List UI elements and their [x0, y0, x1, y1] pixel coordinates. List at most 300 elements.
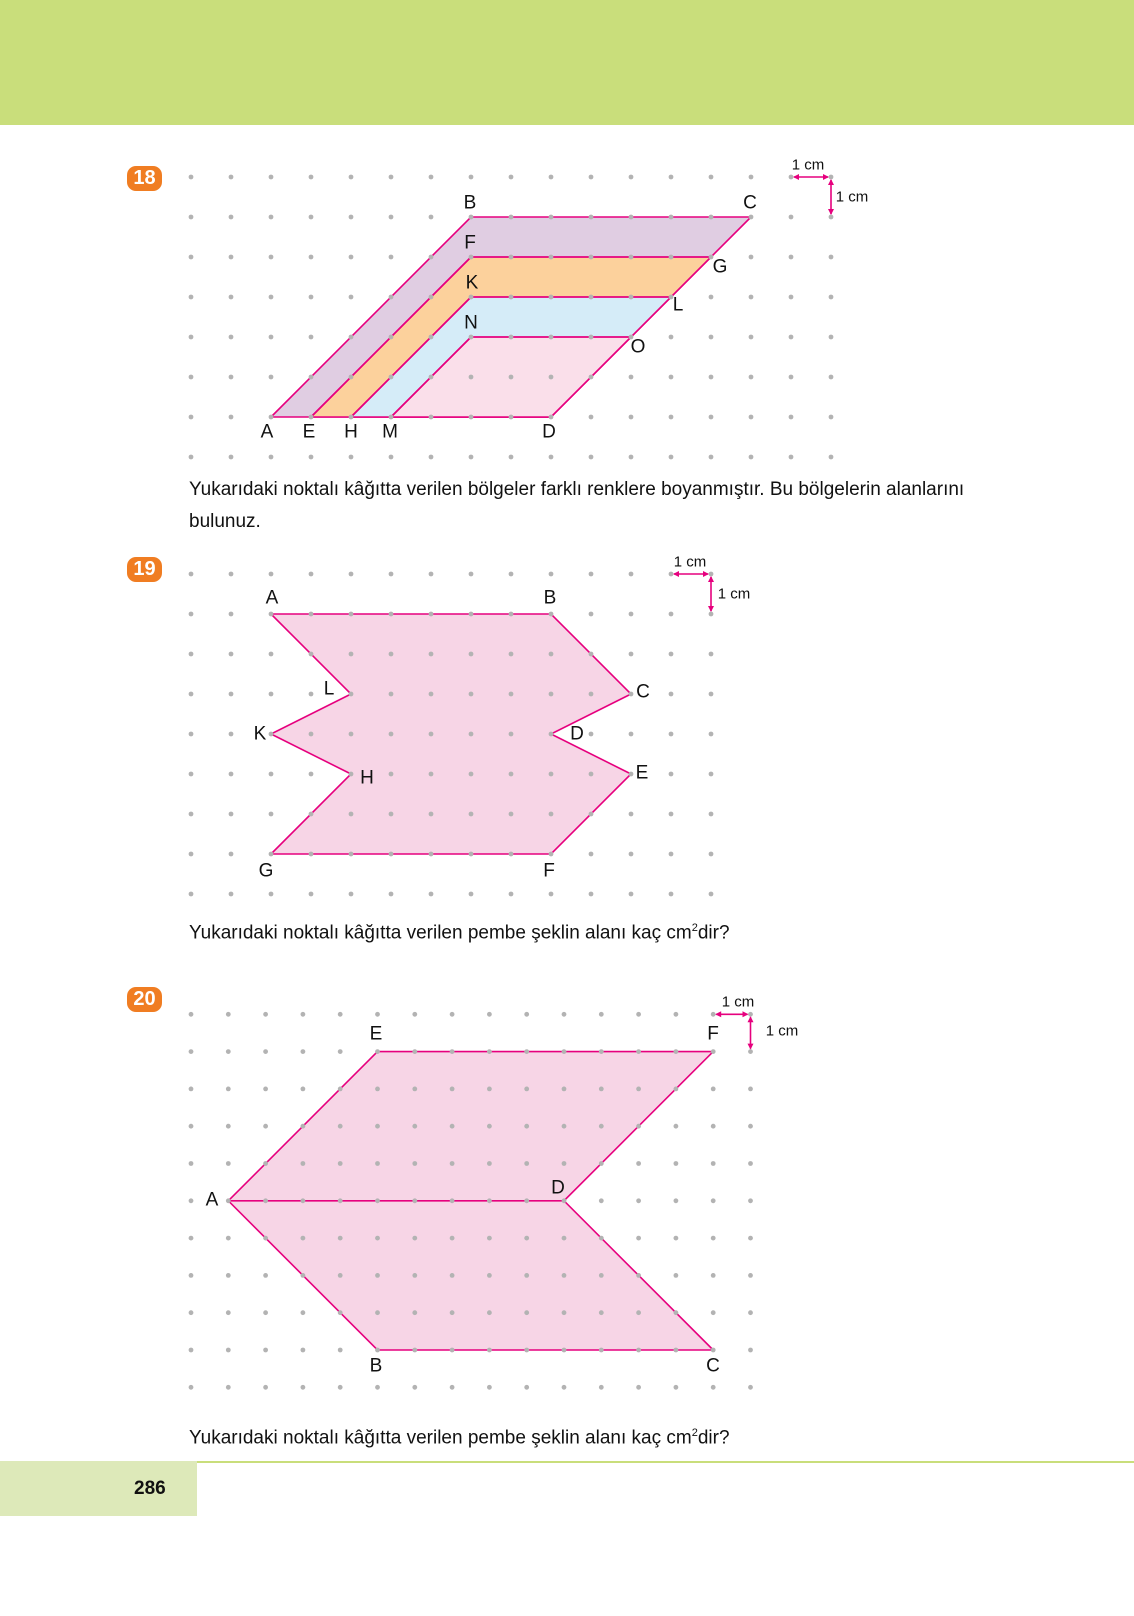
grid-dot — [269, 255, 274, 260]
grid-dot — [226, 1012, 231, 1017]
grid-dot — [789, 455, 794, 460]
grid-dot — [229, 612, 234, 617]
grid-dot — [269, 852, 274, 857]
grid-dot — [189, 772, 194, 777]
vertex-label-e: E — [369, 1023, 383, 1045]
grid-dot — [674, 1049, 679, 1054]
grid-dot — [629, 812, 634, 817]
grid-dot — [412, 1124, 417, 1129]
grid-dot — [309, 335, 314, 340]
grid-dot — [389, 612, 394, 617]
grid-dot — [789, 215, 794, 220]
grid-dot — [349, 335, 354, 340]
grid-dot — [469, 375, 474, 380]
vertex-label-f: F — [707, 1023, 719, 1045]
grid-dot — [562, 1124, 567, 1129]
vertex-label-d: D — [570, 723, 584, 745]
grid-dot — [389, 455, 394, 460]
grid-dot — [349, 892, 354, 897]
grid-dot — [749, 215, 754, 220]
grid-dot — [450, 1310, 455, 1315]
vertex-label-f: F — [464, 232, 476, 254]
grid-dot — [375, 1310, 380, 1315]
grid-dot — [309, 375, 314, 380]
grid-dot — [229, 572, 234, 577]
grid-dot — [309, 732, 314, 737]
grid-dot — [509, 572, 514, 577]
grid-dot — [549, 375, 554, 380]
page-number-box — [0, 1461, 197, 1516]
grid-dot — [636, 1087, 641, 1092]
grid-dot — [189, 415, 194, 420]
grid-dot — [338, 1124, 343, 1129]
grid-dot — [226, 1310, 231, 1315]
grid-dot — [349, 812, 354, 817]
grid-dot — [229, 255, 234, 260]
vertex-label-k: K — [465, 272, 479, 294]
grid-dot — [469, 415, 474, 420]
grid-dot — [487, 1236, 492, 1241]
grid-dot — [469, 692, 474, 697]
grid-dot — [349, 852, 354, 857]
grid-dot — [589, 772, 594, 777]
vertex-label-c: C — [743, 192, 757, 214]
problem-18-badge: 18 — [127, 166, 162, 191]
grid-dot — [629, 652, 634, 657]
grid-dot — [226, 1198, 231, 1203]
arrowhead-icon — [708, 606, 714, 612]
grid-dot — [709, 572, 714, 577]
grid-dot — [629, 415, 634, 420]
grid-dot — [629, 612, 634, 617]
vertex-label-f: F — [543, 860, 555, 882]
grid-dot — [629, 772, 634, 777]
grid-dot — [229, 455, 234, 460]
grid-dot — [389, 852, 394, 857]
grid-dot — [375, 1273, 380, 1278]
grid-dot — [309, 612, 314, 617]
grid-dot — [748, 1273, 753, 1278]
grid-dot — [389, 415, 394, 420]
grid-dot — [189, 612, 194, 617]
grid-dot — [524, 1348, 529, 1353]
grid-dot — [589, 295, 594, 300]
grid-dot — [629, 215, 634, 220]
grid-dot — [829, 295, 834, 300]
grid-dot — [709, 692, 714, 697]
grid-dot — [487, 1198, 492, 1203]
unit-label-vertical: 1 cm — [835, 188, 869, 206]
grid-dot — [599, 1049, 604, 1054]
grid-dot — [349, 415, 354, 420]
grid-dot — [549, 812, 554, 817]
grid-dot — [189, 175, 194, 180]
grid-dot — [487, 1087, 492, 1092]
grid-dot — [450, 1198, 455, 1203]
grid-dot — [674, 1385, 679, 1390]
grid-dot — [349, 692, 354, 697]
grid-dot — [389, 652, 394, 657]
grid-dot — [709, 335, 714, 340]
grid-dot — [509, 892, 514, 897]
grid-dot — [309, 652, 314, 657]
grid-dot — [789, 175, 794, 180]
grid-dot — [524, 1385, 529, 1390]
grid-dot — [389, 732, 394, 737]
grid-dot — [269, 375, 274, 380]
grid-dot — [349, 175, 354, 180]
grid-dot — [263, 1273, 268, 1278]
grid-dot — [412, 1236, 417, 1241]
grid-dot — [309, 255, 314, 260]
grid-dot — [669, 892, 674, 897]
arrowhead-icon — [828, 209, 834, 215]
grid-dot — [389, 375, 394, 380]
arrowhead-icon — [823, 174, 829, 180]
grid-dot — [189, 1348, 194, 1353]
grid-dot — [749, 175, 754, 180]
grid-dot — [629, 255, 634, 260]
arrowhead-icon — [748, 1016, 754, 1022]
vertex-label-m: M — [382, 421, 398, 443]
grid-dot — [263, 1236, 268, 1241]
grid-dot — [412, 1198, 417, 1203]
grid-dot — [674, 1087, 679, 1092]
grid-dot — [789, 375, 794, 380]
grid-dot — [229, 415, 234, 420]
grid-dot — [562, 1198, 567, 1203]
grid-dot — [349, 455, 354, 460]
grid-dot — [629, 175, 634, 180]
grid-dot — [748, 1012, 753, 1017]
grid-dot — [749, 335, 754, 340]
grid-dot — [389, 255, 394, 260]
grid-dot — [629, 572, 634, 577]
grid-dot — [629, 892, 634, 897]
grid-dot — [309, 455, 314, 460]
grid-dot — [263, 1087, 268, 1092]
grid-dot — [189, 652, 194, 657]
grid-dot — [338, 1198, 343, 1203]
grid-dot — [269, 892, 274, 897]
grid-dot — [469, 175, 474, 180]
grid-dot — [711, 1273, 716, 1278]
grid-dot — [709, 295, 714, 300]
grid-dot — [229, 652, 234, 657]
grid-dot — [669, 812, 674, 817]
grid-dot — [269, 652, 274, 657]
grid-dot — [562, 1161, 567, 1166]
grid-dot — [509, 652, 514, 657]
grid-dot — [549, 215, 554, 220]
grid-dot — [189, 1012, 194, 1017]
grid-dot — [469, 295, 474, 300]
grid-dot — [429, 772, 434, 777]
grid-dot — [429, 572, 434, 577]
grid-dot — [309, 812, 314, 817]
grid-dot — [429, 732, 434, 737]
grid-dot — [269, 215, 274, 220]
problem-20-question — [189, 1417, 969, 1454]
page-number: 286 — [134, 1478, 166, 1499]
grid-dot — [709, 415, 714, 420]
grid-dot — [509, 692, 514, 697]
vertex-label-d: D — [551, 1177, 565, 1199]
grid-dot — [349, 652, 354, 657]
grid-dot — [562, 1049, 567, 1054]
grid-dot — [524, 1049, 529, 1054]
grid-dot — [389, 335, 394, 340]
arrowhead-icon — [743, 1011, 749, 1017]
grid-dot — [509, 375, 514, 380]
grid-dot — [748, 1087, 753, 1092]
grid-dot — [469, 335, 474, 340]
vertex-label-g: G — [712, 256, 728, 278]
grid-dot — [524, 1198, 529, 1203]
grid-dot — [450, 1385, 455, 1390]
grid-dot — [301, 1273, 306, 1278]
grid-dot — [711, 1310, 716, 1315]
grid-dot — [669, 772, 674, 777]
grid-dot — [711, 1198, 716, 1203]
grid-dot — [375, 1236, 380, 1241]
grid-dot — [549, 335, 554, 340]
grid-dot — [509, 455, 514, 460]
grid-dot — [589, 732, 594, 737]
grid-dot — [269, 455, 274, 460]
grid-dot — [487, 1310, 492, 1315]
grid-dot — [269, 692, 274, 697]
grid-dot — [229, 215, 234, 220]
grid-dot — [562, 1385, 567, 1390]
grid-dot — [309, 852, 314, 857]
grid-dot — [189, 1087, 194, 1092]
grid-dot — [629, 852, 634, 857]
grid-dot — [829, 415, 834, 420]
grid-dot — [309, 892, 314, 897]
grid-dot — [189, 215, 194, 220]
grid-dot — [338, 1012, 343, 1017]
grid-dot — [349, 215, 354, 220]
grid-dot — [629, 295, 634, 300]
grid-dot — [429, 892, 434, 897]
grid-dot — [562, 1348, 567, 1353]
grid-dot — [429, 415, 434, 420]
grid-dot — [429, 612, 434, 617]
grid-dot — [226, 1348, 231, 1353]
grid-dot — [524, 1273, 529, 1278]
grid-dot — [549, 295, 554, 300]
arrowhead-icon — [828, 179, 834, 185]
grid-dot — [412, 1049, 417, 1054]
grid-dot — [599, 1273, 604, 1278]
grid-dot — [338, 1385, 343, 1390]
grid-dot — [189, 1236, 194, 1241]
grid-dot — [226, 1161, 231, 1166]
grid-dot — [269, 772, 274, 777]
grid-dot — [669, 335, 674, 340]
grid-dot — [711, 1012, 716, 1017]
grid-dot — [549, 572, 554, 577]
grid-dot — [226, 1049, 231, 1054]
grid-dot — [674, 1236, 679, 1241]
grid-dot — [711, 1087, 716, 1092]
grid-dot — [509, 732, 514, 737]
grid-dot — [524, 1161, 529, 1166]
grid-dot — [509, 812, 514, 817]
grid-dot — [189, 692, 194, 697]
vertex-label-a: A — [265, 587, 279, 609]
grid-dot — [375, 1012, 380, 1017]
grid-dot — [189, 375, 194, 380]
vertex-label-e: E — [635, 762, 649, 784]
grid-dot — [524, 1012, 529, 1017]
grid-dot — [589, 455, 594, 460]
grid-dot — [269, 335, 274, 340]
grid-dot — [301, 1198, 306, 1203]
grid-dot — [629, 455, 634, 460]
grid-dot — [269, 175, 274, 180]
unit-label-vertical: 1 cm — [717, 585, 751, 603]
grid-dot — [469, 852, 474, 857]
grid-dot — [709, 812, 714, 817]
grid-dot — [709, 852, 714, 857]
grid-dot — [429, 215, 434, 220]
grid-dot — [562, 1273, 567, 1278]
grid-dot — [189, 335, 194, 340]
grid-dot — [389, 215, 394, 220]
grid-dot — [469, 892, 474, 897]
grid-dot — [749, 415, 754, 420]
arrowhead-icon — [673, 571, 679, 577]
grid-dot — [309, 175, 314, 180]
grid-dot — [549, 692, 554, 697]
vertex-label-d: D — [542, 421, 556, 443]
grid-dot — [349, 772, 354, 777]
grid-dot — [301, 1385, 306, 1390]
grid-dot — [589, 892, 594, 897]
grid-dot — [589, 692, 594, 697]
grid-dot — [509, 255, 514, 260]
grid-dot — [450, 1124, 455, 1129]
grid-dot — [829, 175, 834, 180]
grid-dot — [469, 772, 474, 777]
grid-dot — [636, 1310, 641, 1315]
grid-dot — [589, 335, 594, 340]
grid-dot — [269, 415, 274, 420]
grid-dot — [669, 652, 674, 657]
problem-19-question — [189, 912, 969, 949]
grid-dot — [301, 1124, 306, 1129]
grid-dot — [636, 1198, 641, 1203]
grid-dot — [309, 215, 314, 220]
grid-dot — [469, 215, 474, 220]
grid-dot — [749, 375, 754, 380]
grid-dot — [674, 1273, 679, 1278]
grid-dot — [669, 255, 674, 260]
grid-dot — [389, 892, 394, 897]
grid-dot — [189, 455, 194, 460]
grid-dot — [669, 375, 674, 380]
grid-dot — [189, 1385, 194, 1390]
grid-dot — [469, 455, 474, 460]
grid-dot — [338, 1087, 343, 1092]
grid-dot — [709, 215, 714, 220]
grid-dot — [748, 1049, 753, 1054]
vertex-label-k: K — [253, 723, 267, 745]
grid-dot — [524, 1236, 529, 1241]
grid-dot — [629, 375, 634, 380]
grid-dot — [349, 612, 354, 617]
grid-dot — [189, 1124, 194, 1129]
grid-dot — [301, 1012, 306, 1017]
grid-dot — [229, 852, 234, 857]
vertex-label-a: A — [205, 1189, 219, 1211]
grid-dot — [338, 1161, 343, 1166]
grid-dot — [412, 1385, 417, 1390]
grid-dot — [709, 612, 714, 617]
grid-dot — [349, 375, 354, 380]
grid-dot — [429, 692, 434, 697]
grid-dot — [189, 812, 194, 817]
vertex-label-b: B — [369, 1355, 383, 1377]
q19-text: Yukarıdaki noktalı kâğıtta verilen pembe şeklin alanı kaç cm — [189, 922, 692, 944]
grid-dot — [589, 255, 594, 260]
grid-dot — [562, 1236, 567, 1241]
grid-dot — [389, 295, 394, 300]
grid-dot — [263, 1161, 268, 1166]
grid-dot — [487, 1348, 492, 1353]
arrowhead-icon — [703, 571, 709, 577]
grid-dot — [269, 812, 274, 817]
grid-dot — [189, 1198, 194, 1203]
grid-dot — [749, 255, 754, 260]
grid-dot — [829, 455, 834, 460]
grid-dot — [589, 812, 594, 817]
vertex-label-b: B — [463, 192, 477, 214]
q19-sup: 2 — [691, 922, 698, 934]
grid-dot — [263, 1310, 268, 1315]
unit-label-horizontal: 1 cm — [721, 993, 755, 1011]
grid-dot — [709, 375, 714, 380]
grid-dot — [469, 572, 474, 577]
grid-dot — [450, 1087, 455, 1092]
grid-dot — [301, 1161, 306, 1166]
grid-dot — [229, 772, 234, 777]
grid-dot — [749, 455, 754, 460]
grid-dot — [636, 1236, 641, 1241]
grid-dot — [599, 1124, 604, 1129]
grid-dot — [309, 295, 314, 300]
grid-dot — [429, 295, 434, 300]
grid-dot — [189, 572, 194, 577]
grid-dot — [226, 1273, 231, 1278]
problem-20-badge: 20 — [127, 987, 162, 1012]
grid-dot — [711, 1385, 716, 1390]
grid-dot — [375, 1385, 380, 1390]
grid-dot — [226, 1124, 231, 1129]
grid-dot — [469, 255, 474, 260]
grid-dot — [509, 335, 514, 340]
grid-dot — [829, 215, 834, 220]
grid-dot — [487, 1012, 492, 1017]
grid-dot — [509, 612, 514, 617]
grid-dot — [189, 1273, 194, 1278]
grid-dot — [389, 175, 394, 180]
vertex-label-c: C — [636, 681, 650, 703]
grid-dot — [229, 175, 234, 180]
grid-dot — [549, 852, 554, 857]
